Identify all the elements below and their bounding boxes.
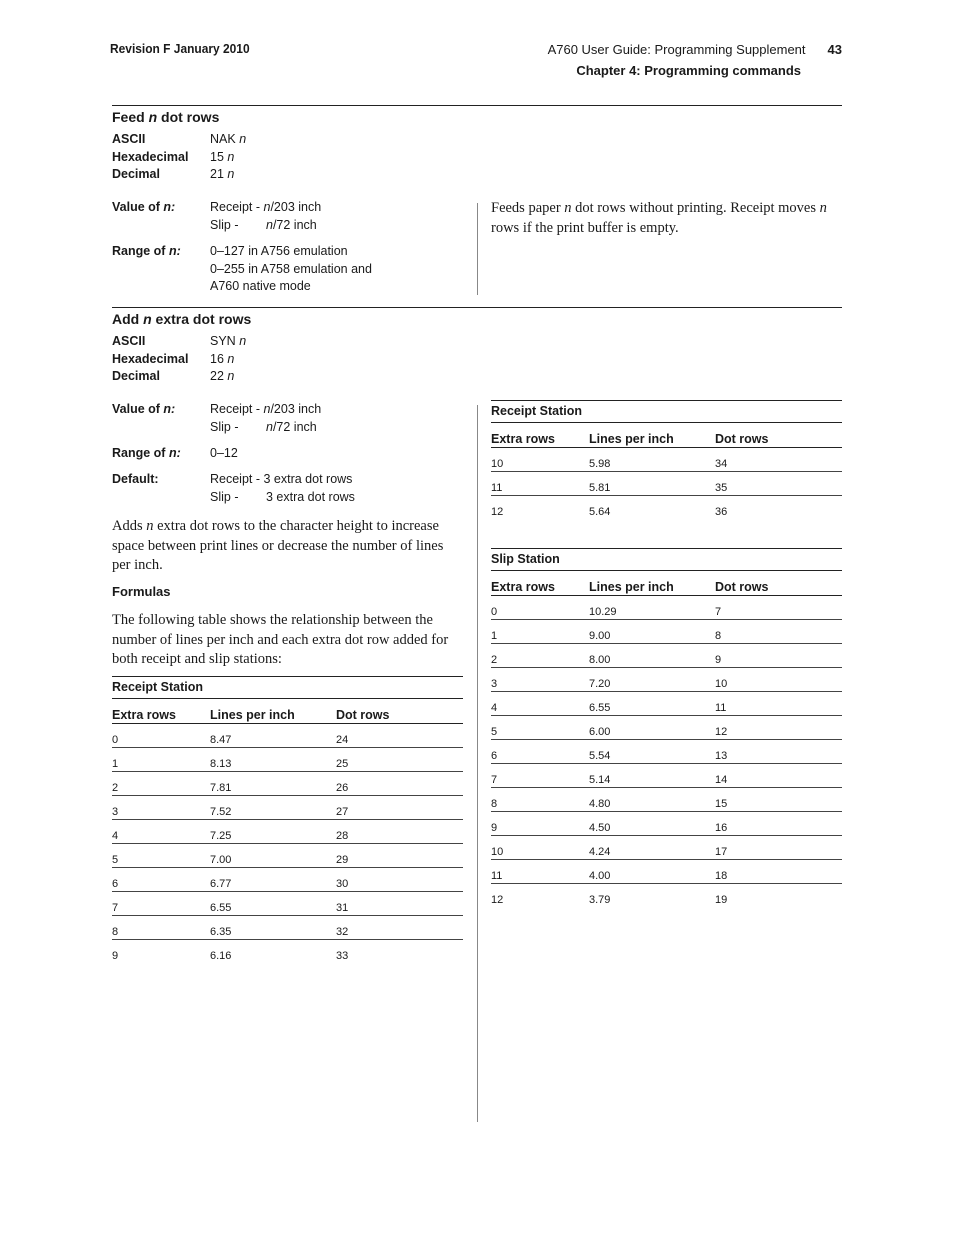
table-cell: 19: [715, 893, 728, 906]
table-cell: 6.16: [210, 949, 232, 962]
table-cell: 31: [336, 892, 463, 916]
table-row: [112, 820, 463, 844]
table-row: [112, 748, 463, 772]
table-cell: 5: [491, 716, 589, 740]
table-row: [491, 812, 842, 836]
table-cell: 30: [336, 868, 463, 892]
table-row: [491, 620, 842, 644]
hex-value: 15: [210, 149, 228, 164]
column-divider: [477, 203, 478, 295]
table-cell: 7.25: [210, 820, 336, 844]
table-cell: 12: [491, 505, 504, 518]
page-number: 43: [827, 42, 842, 57]
add-title-pre: Add: [112, 311, 144, 327]
table-cell: 7.52: [210, 796, 336, 820]
table-cell: 25: [336, 748, 463, 772]
table-cell: 5.54: [589, 740, 715, 764]
table-cell: 17: [715, 836, 842, 860]
table-cell: 8.47: [210, 724, 336, 748]
table-row: [491, 860, 842, 884]
table-cell: 5.14: [589, 764, 715, 788]
table-row: [112, 844, 463, 868]
table-cell: 5.98: [589, 448, 715, 472]
table-row: [491, 692, 842, 716]
table-cell: 12: [491, 893, 504, 906]
table-cell: 4.00: [589, 860, 715, 884]
table-cell: 12: [715, 716, 842, 740]
range-line: 0–127 in A756 emulation: [210, 244, 348, 258]
add-section-title: [112, 311, 251, 327]
range-line: A760 native mode: [210, 279, 311, 293]
add-description: [112, 517, 464, 576]
hex-label: Hexadecimal: [112, 351, 189, 366]
table-cell: 6.77: [210, 868, 336, 892]
default-label: Default:: [112, 472, 159, 486]
desc-part: dot rows without printing. Receipt moves: [571, 200, 820, 216]
table-cell: 8: [112, 916, 210, 940]
table-row: [112, 916, 463, 940]
table-cell: 11: [491, 472, 589, 496]
table-row: [491, 596, 842, 620]
table-cell: 9: [112, 949, 119, 962]
table-header-row: [491, 423, 842, 448]
param-var: n: [266, 217, 273, 232]
table-cell: 4.80: [589, 788, 715, 812]
table-row: [491, 448, 842, 472]
page-header: [548, 39, 842, 81]
column-header: Extra rows: [491, 571, 589, 596]
add-title-post: extra dot rows: [151, 311, 252, 327]
table-cell: 7.81: [210, 772, 336, 796]
table-header-row: [491, 571, 842, 596]
param-var: n: [146, 518, 154, 534]
table-cell: 5: [112, 844, 210, 868]
table-cell: 27: [336, 796, 463, 820]
table-row: [491, 764, 842, 788]
decimal-value: 22: [210, 369, 228, 383]
table-cell: 28: [336, 820, 463, 844]
decimal-label: Decimal: [112, 167, 160, 181]
table-cell: 3: [112, 796, 210, 820]
table-cell: 7: [715, 596, 842, 620]
range-label-var: n:: [168, 446, 181, 460]
table-row: [491, 668, 842, 692]
table-cell: 2: [491, 644, 589, 668]
default-receipt: Receipt - 3 extra dot rows: [210, 472, 353, 486]
section-divider: [112, 307, 842, 308]
param-var: n: [263, 200, 271, 214]
revision-label: Revision F January 2010: [110, 41, 250, 56]
table-cell: 6.55: [210, 892, 336, 916]
param-var: n: [564, 200, 572, 216]
feed-codes: [112, 131, 246, 184]
feed-range-of-n: [112, 243, 372, 296]
param-var: n: [227, 369, 235, 383]
ascii-value: NAK: [210, 132, 240, 146]
table-cell: 10: [491, 836, 589, 860]
table-cell: 3.79: [589, 893, 611, 906]
table-header-row: [112, 699, 463, 724]
table-cell: 11: [715, 692, 842, 716]
desc-part: Feeds paper: [491, 200, 565, 216]
table-cell: 8.00: [589, 644, 715, 668]
table-cell: 7: [491, 764, 589, 788]
column-header: Extra rows: [112, 699, 210, 724]
table-cell: 33: [336, 949, 349, 962]
table-title: Receipt Station: [112, 676, 463, 699]
add-title-var: n: [143, 311, 152, 327]
table-row: [112, 724, 463, 748]
param-var: n: [227, 167, 235, 181]
table-cell: 26: [336, 772, 463, 796]
ascii-label: ASCII: [112, 334, 146, 348]
table-cell: 6.00: [589, 716, 715, 740]
range-label: Range of: [112, 446, 169, 460]
param-var: n: [239, 334, 247, 348]
slip-label: Slip -: [210, 419, 239, 434]
table-cell: 8: [491, 788, 589, 812]
slip-value: /72 inch: [272, 217, 317, 232]
section-divider: [112, 105, 842, 106]
table-row: [491, 472, 842, 496]
table-title: Receipt Station: [491, 400, 842, 423]
table-cell: 5.81: [589, 472, 715, 496]
slip-label: Slip -: [210, 489, 239, 504]
decimal-value: 21: [210, 167, 228, 181]
table-cell: 35: [715, 472, 842, 496]
param-var: n: [263, 402, 271, 416]
table-title: Slip Station: [491, 548, 842, 571]
table-cell: 6: [112, 868, 210, 892]
param-var: n: [266, 419, 273, 434]
hex-value: 16: [210, 351, 228, 366]
table-cell: 1: [491, 620, 589, 644]
param-var: n: [819, 200, 827, 216]
table-cell: 2: [112, 772, 210, 796]
table-cell: 4.24: [589, 836, 715, 860]
table-row: [112, 892, 463, 916]
table-row: [491, 716, 842, 740]
value-label: Value of: [112, 402, 164, 416]
table-cell: 4: [112, 820, 210, 844]
table-cell: 29: [336, 844, 463, 868]
table-cell: 6: [491, 740, 589, 764]
table-cell: 6.55: [589, 692, 715, 716]
value-label: Value of: [112, 200, 164, 214]
table-cell: 36: [715, 505, 728, 518]
column-divider: [477, 405, 478, 1122]
column-header: Lines per inch: [210, 699, 336, 724]
table-cell: 7.00: [210, 844, 336, 868]
value-label-var: n:: [163, 402, 176, 416]
range-line: 0–255 in A758 emulation and: [210, 261, 372, 276]
desc-part: Adds: [112, 518, 147, 534]
table-cell: 6.35: [210, 916, 336, 940]
desc-part: extra dot rows to the character height to increase space between print lines or decrease the number of lines per inch.: [112, 518, 444, 573]
table-cell: 5.64: [589, 505, 611, 518]
range-label: Range of: [112, 244, 169, 258]
param-var: n: [239, 132, 247, 146]
table-cell: 14: [715, 764, 842, 788]
table-cell: 9: [491, 812, 589, 836]
table-cell: 7: [112, 892, 210, 916]
range-label-var: n:: [168, 244, 181, 258]
table-cell: 9.00: [589, 620, 715, 644]
column-header: Dot rows: [715, 423, 842, 448]
slip-station-table: [491, 548, 842, 907]
column-header: Dot rows: [715, 571, 842, 596]
desc-part: rows if the print buffer is empty.: [491, 219, 679, 236]
value-label-var: n:: [163, 200, 176, 214]
add-range-of-n: [112, 445, 238, 463]
table-cell: 16: [715, 812, 842, 836]
column-header: Lines per inch: [589, 423, 715, 448]
receipt-station-table-left: [112, 676, 463, 963]
add-default: [112, 471, 355, 506]
guide-title: A760 User Guide: Programming Supplement: [547, 42, 806, 57]
column-header: Lines per inch: [589, 571, 715, 596]
param-var: n: [227, 149, 235, 164]
table-row: [491, 836, 842, 860]
table-cell: 3: [491, 668, 589, 692]
feed-title-post: dot rows: [157, 109, 220, 125]
table-row: [491, 740, 842, 764]
table-cell: 10.29: [589, 596, 715, 620]
table-cell: 0: [112, 724, 210, 748]
table-cell: 7.20: [589, 668, 715, 692]
table-row: [491, 788, 842, 812]
slip-value: /72 inch: [272, 419, 317, 434]
receipt-value: /203 inch: [270, 200, 322, 214]
table-cell: 11: [491, 860, 589, 884]
table-cell: 0: [491, 596, 589, 620]
table-cell: 18: [715, 860, 842, 884]
decimal-label: Decimal: [112, 369, 160, 383]
param-var: n: [227, 351, 235, 366]
table-cell: 10: [715, 668, 842, 692]
table-row: [491, 496, 842, 520]
table-cell: 8: [715, 620, 842, 644]
table-row: [491, 644, 842, 668]
receipt-value: /203 inch: [270, 402, 322, 416]
table-row: [112, 868, 463, 892]
table-cell: 10: [491, 448, 589, 472]
range-value: 0–12: [210, 446, 238, 460]
table-cell: 32: [336, 916, 463, 940]
column-header: Extra rows: [491, 423, 589, 448]
table-cell: 4.50: [589, 812, 715, 836]
add-value-of-n: [112, 401, 321, 436]
formulas-text: The following table shows the relationship between the number of lines per inch and each extra dot row added for both receipt and slip stations:: [112, 612, 449, 667]
table-cell: 9: [715, 644, 842, 668]
ascii-value: SYN: [210, 334, 240, 348]
table-cell: 34: [715, 448, 842, 472]
column-header: Dot rows: [336, 699, 463, 724]
table-row: [112, 796, 463, 820]
table-row: [112, 772, 463, 796]
feed-value-of-n: [112, 199, 321, 234]
ascii-label: ASCII: [112, 132, 146, 146]
table-cell: 1: [112, 748, 210, 772]
table-row: [491, 884, 842, 908]
table-row: [112, 940, 463, 964]
hex-label: Hexadecimal: [112, 149, 189, 164]
table-cell: 15: [715, 788, 842, 812]
feed-title-pre: Feed: [112, 109, 149, 125]
receipt-label: Receipt -: [210, 200, 264, 214]
table-cell: 13: [715, 740, 842, 764]
feed-description: [491, 199, 842, 238]
table-cell: 8.13: [210, 748, 336, 772]
receipt-label: Receipt -: [210, 402, 264, 416]
formulas-heading: Formulas: [112, 584, 171, 599]
feed-section-title: [112, 109, 219, 125]
feed-title-var: n: [148, 109, 158, 125]
receipt-station-table-right: [491, 400, 842, 519]
chapter-title: Chapter 4: Programming commands: [576, 63, 801, 78]
default-slip: 3 extra dot rows: [266, 489, 355, 504]
slip-label: Slip -: [210, 217, 239, 232]
table-cell: 24: [336, 724, 463, 748]
add-codes: [112, 333, 246, 386]
table-cell: 4: [491, 692, 589, 716]
